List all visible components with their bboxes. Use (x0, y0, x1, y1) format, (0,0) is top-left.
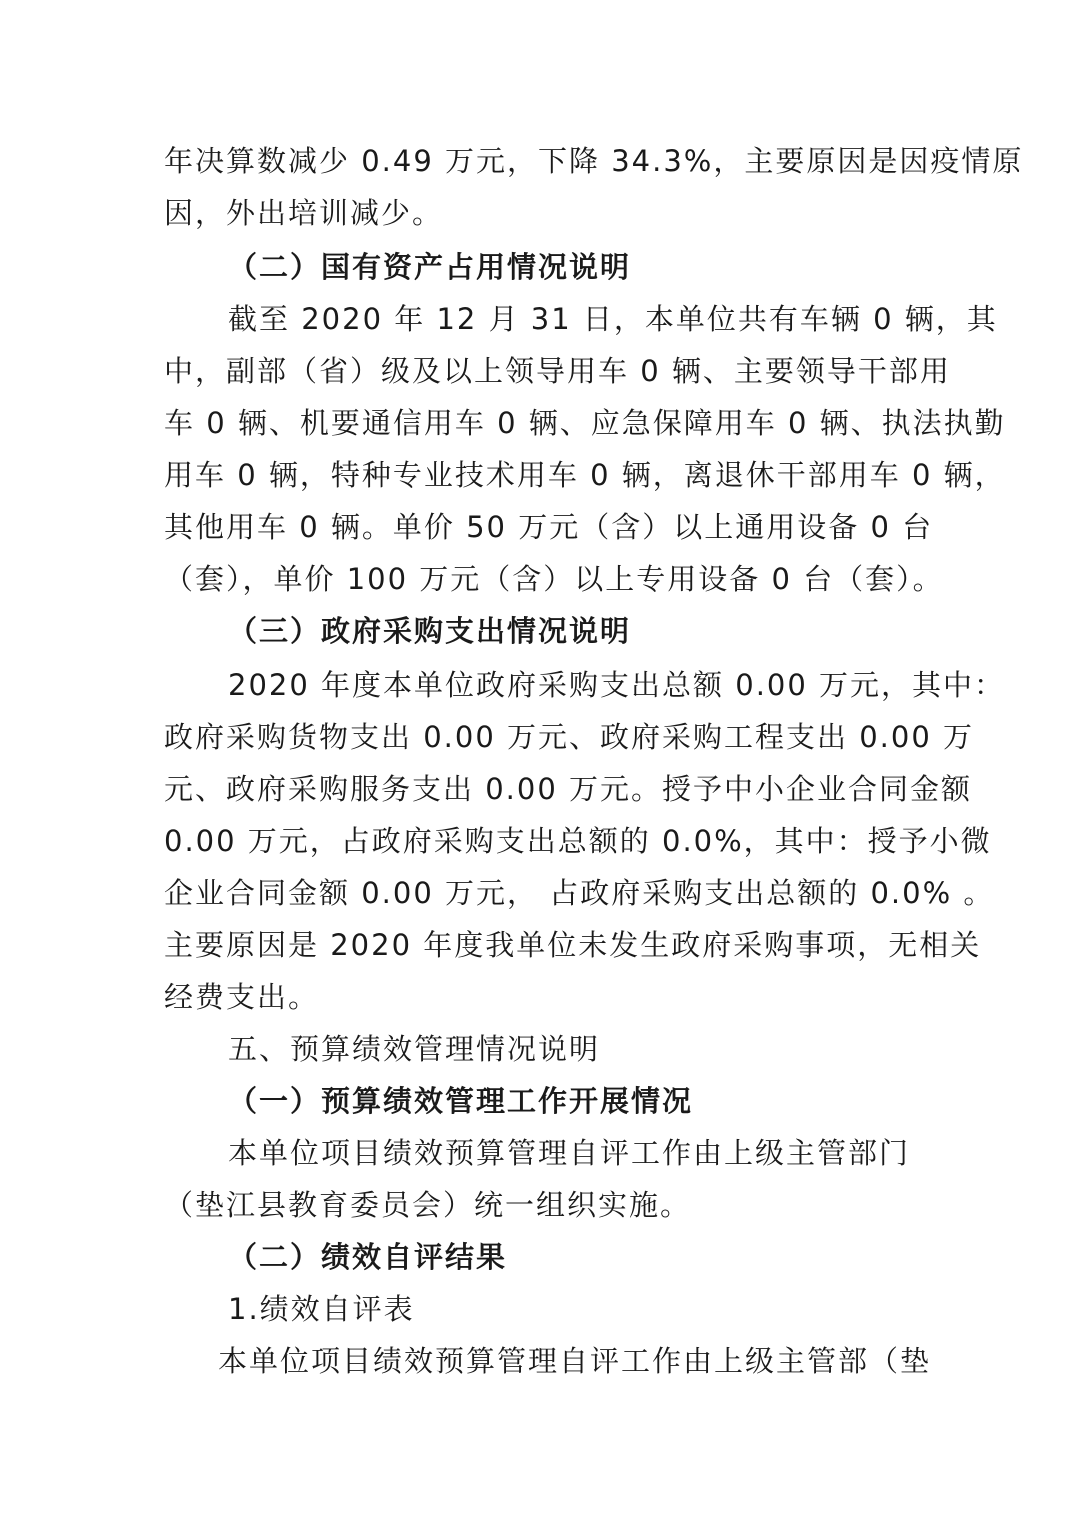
body-text-line: 中，副部（省）级及以上领导用车 0 辆、主要领导干部用 (164, 354, 951, 388)
body-text-line: 因，外出培训减少。 (164, 196, 444, 230)
section-heading-performance: 五、预算绩效管理情况说明 (228, 1032, 601, 1066)
body-text-line: 经费支出。 (164, 980, 320, 1014)
section-heading-procurement: （三）政府采购支出情况说明 (228, 614, 632, 648)
body-text-line: 本单位项目绩效预算管理自评工作由上级主管部门 (228, 1136, 911, 1170)
body-text-line: 其他用车 0 辆。单价 50 万元（含）以上通用设备 0 台 (164, 510, 934, 544)
body-text-line: 主要原因是 2020 年度我单位未发生政府采购事项，无相关 (164, 928, 982, 962)
body-text-line: 0.00 万元，占政府采购支出总额的 0.0%，其中：授予小微 (164, 824, 992, 858)
body-text-line: 年决算数减少 0.49 万元，下降 34.3%，主要原因是因疫情原 (164, 144, 1024, 178)
body-text-line: （垫江县教育委员会）统一组织实施。 (164, 1188, 692, 1222)
body-text-line: 元、政府采购服务支出 0.00 万元。授予中小企业合同金额 (164, 772, 973, 806)
body-text-line: 截至 2020 年 12 月 31 日，本单位共有车辆 0 辆，其 (228, 302, 998, 336)
subsection-heading-work: （一）预算绩效管理工作开展情况 (228, 1084, 694, 1118)
body-text-line: 2020 年度本单位政府采购支出总额 0.00 万元，其中： (228, 668, 1006, 702)
section-heading-state-assets: （二）国有资产占用情况说明 (228, 250, 632, 284)
subsection-heading-results: （二）绩效自评结果 (228, 1240, 508, 1274)
body-text-line: 车 0 辆、机要通信用车 0 辆、应急保障用车 0 辆、执法执勤 (164, 406, 1006, 440)
body-text-line: （套），单价 100 万元（含）以上专用设备 0 台（套）。 (164, 562, 944, 596)
body-text-line: 本单位项目绩效预算管理自评工作由上级主管部（垫 (218, 1344, 932, 1378)
body-text-line: 1.绩效自评表 (228, 1292, 415, 1326)
body-text-line: 政府采购货物支出 0.00 万元、政府采购工程支出 0.00 万 (164, 720, 975, 754)
body-text-line: 企业合同金额 0.00 万元， 占政府采购支出总额的 0.0% 。 (164, 876, 995, 910)
body-text-line: 用车 0 辆，特种专业技术用车 0 辆，离退休干部用车 0 辆， (164, 458, 1006, 492)
